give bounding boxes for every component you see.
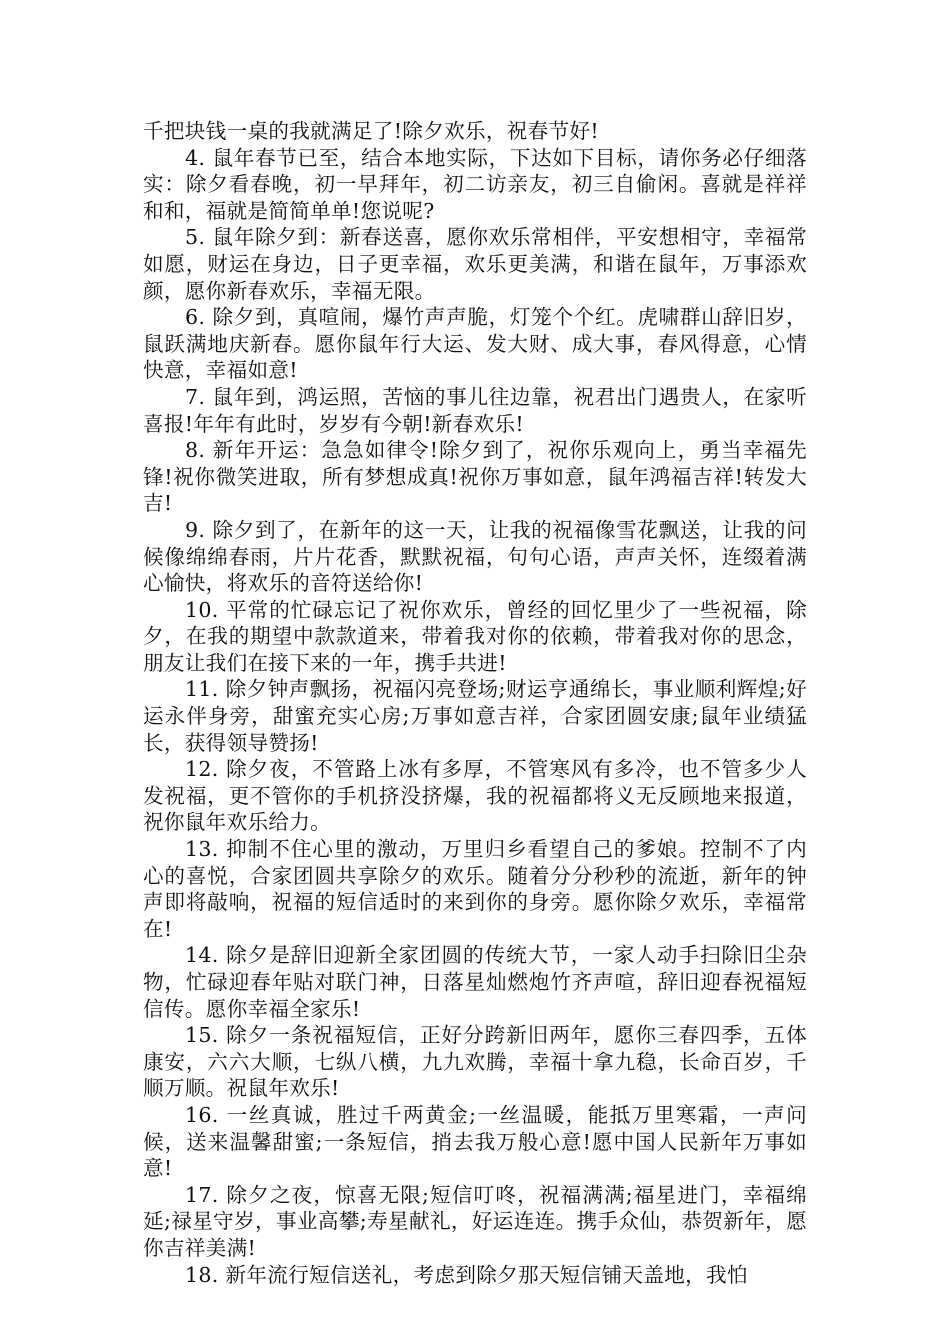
paragraph: 千把块钱一桌的我就满足了!除夕欢乐，祝春节好! [143, 119, 599, 143]
paragraph: 11. 除夕钟声飘扬，祝福闪亮登场;财运亨通绵长，事业顺利辉煌;好运永伴身旁，甜蜜充实心房;万事如意吉祥，合家团圆安康;鼠年业绩猛长，获得领导赞扬! [143, 677, 807, 755]
document-body [143, 118, 807, 1288]
paragraph: 12. 除夕夜，不管路上冰有多厚，不管寒风有多冷，也不管多少人发祝福，更不管你的手机挤没挤爆，我的祝福都将义无反顾地来报道，祝你鼠年欢乐给力。 [143, 757, 807, 835]
paragraph: 17. 除夕之夜，惊喜无限;短信叮咚，祝福满满;福星进门，幸福绵延;禄星守岁，事业高攀;寿星献礼，好运连连。携手众仙，恭贺新年，愿你吉祥美满! [143, 1182, 807, 1260]
paragraph: 4. 鼠年春节已至，结合本地实际，下达如下目标，请你务必仔细落实：除夕看春晚，初一早拜年，初二访亲友，初三自偷闲。喜就是祥祥和和，福就是简简单单!您说呢? [143, 145, 807, 223]
paragraph: 5. 鼠年除夕到：新春送喜，愿你欢乐常相伴，平安想相守，幸福常如愿，财运在身边，日子更幸福，欢乐更美满，和谐在鼠年，万事添欢颜，愿你新春欢乐，幸福无限。 [143, 225, 807, 303]
paragraph: 6. 除夕到，真喧闹，爆竹声声脆，灯笼个个红。虎啸群山辞旧岁，鼠跃满地庆新春。愿你鼠年行大运、发大财、成大事，春风得意，心情快意，幸福如意! [143, 305, 807, 383]
paragraph: 18. 新年流行短信送礼，考虑到除夕那天短信铺天盖地，我怕 [185, 1262, 748, 1287]
paragraph: 9. 除夕到了，在新年的这一天，让我的祝福像雪花飘送，让我的问候像绵绵春雨，片片花香，默默祝福，句句心语，声声关怀，连缀着满心愉快，将欢乐的音符送给你! [143, 517, 807, 596]
paragraph: 7. 鼠年到，鸿运照，苦恼的事儿往边靠，祝君出门遇贵人，在家听喜报!年年有此时，岁岁有今朝!新春欢乐! [143, 384, 807, 436]
paragraph: 10. 平常的忙碌忘记了祝你欢乐，曾经的回忆里少了一些祝福，除夕，在我的期望中款款道来，带着我对你的依赖，带着我对你的思念，朋友让我们在接下来的一年，携手共进! [143, 597, 807, 675]
paragraph: 16. 一丝真诚，胜过千两黄金;一丝温暖，能抵万里寒霜，一声问候，送来温馨甜蜜;一条短信，捎去我万般心意!愿中国人民新年万事如意! [143, 1102, 807, 1181]
paragraph: 13. 抑制不住心里的激动，万里归乡看望自己的爹娘。控制不了内心的喜悦，合家团圆共享除夕的欢乐。随着分分秒秒的流逝，新年的钟声即将敲响，祝福的短信适时的来到你的身旁。愿你除夕欢乐，幸福常在! [143, 837, 807, 941]
paragraph: 15. 除夕一条祝福短信，正好分跨新旧两年，愿你三春四季，五体康安，六六大顺，七纵八横，九九欢腾，幸福十拿九稳，长命百岁，千顺万顺。祝鼠年欢乐! [143, 1023, 807, 1101]
paragraph: 14. 除夕是辞旧迎新全家团圆的传统大节，一家人动手扫除旧尘杂物，忙碌迎春年贴对联门神，日落星灿燃炮竹齐声喧，辞旧迎春祝福短信传。愿你幸福全家乐! [143, 943, 807, 1021]
paragraph: 8. 新年开运：急急如律令!除夕到了，祝你乐观向上，勇当幸福先锋!祝你微笑进取，所有梦想成真!祝你万事如意，鼠年鸿福吉祥!转发大吉! [143, 438, 807, 516]
